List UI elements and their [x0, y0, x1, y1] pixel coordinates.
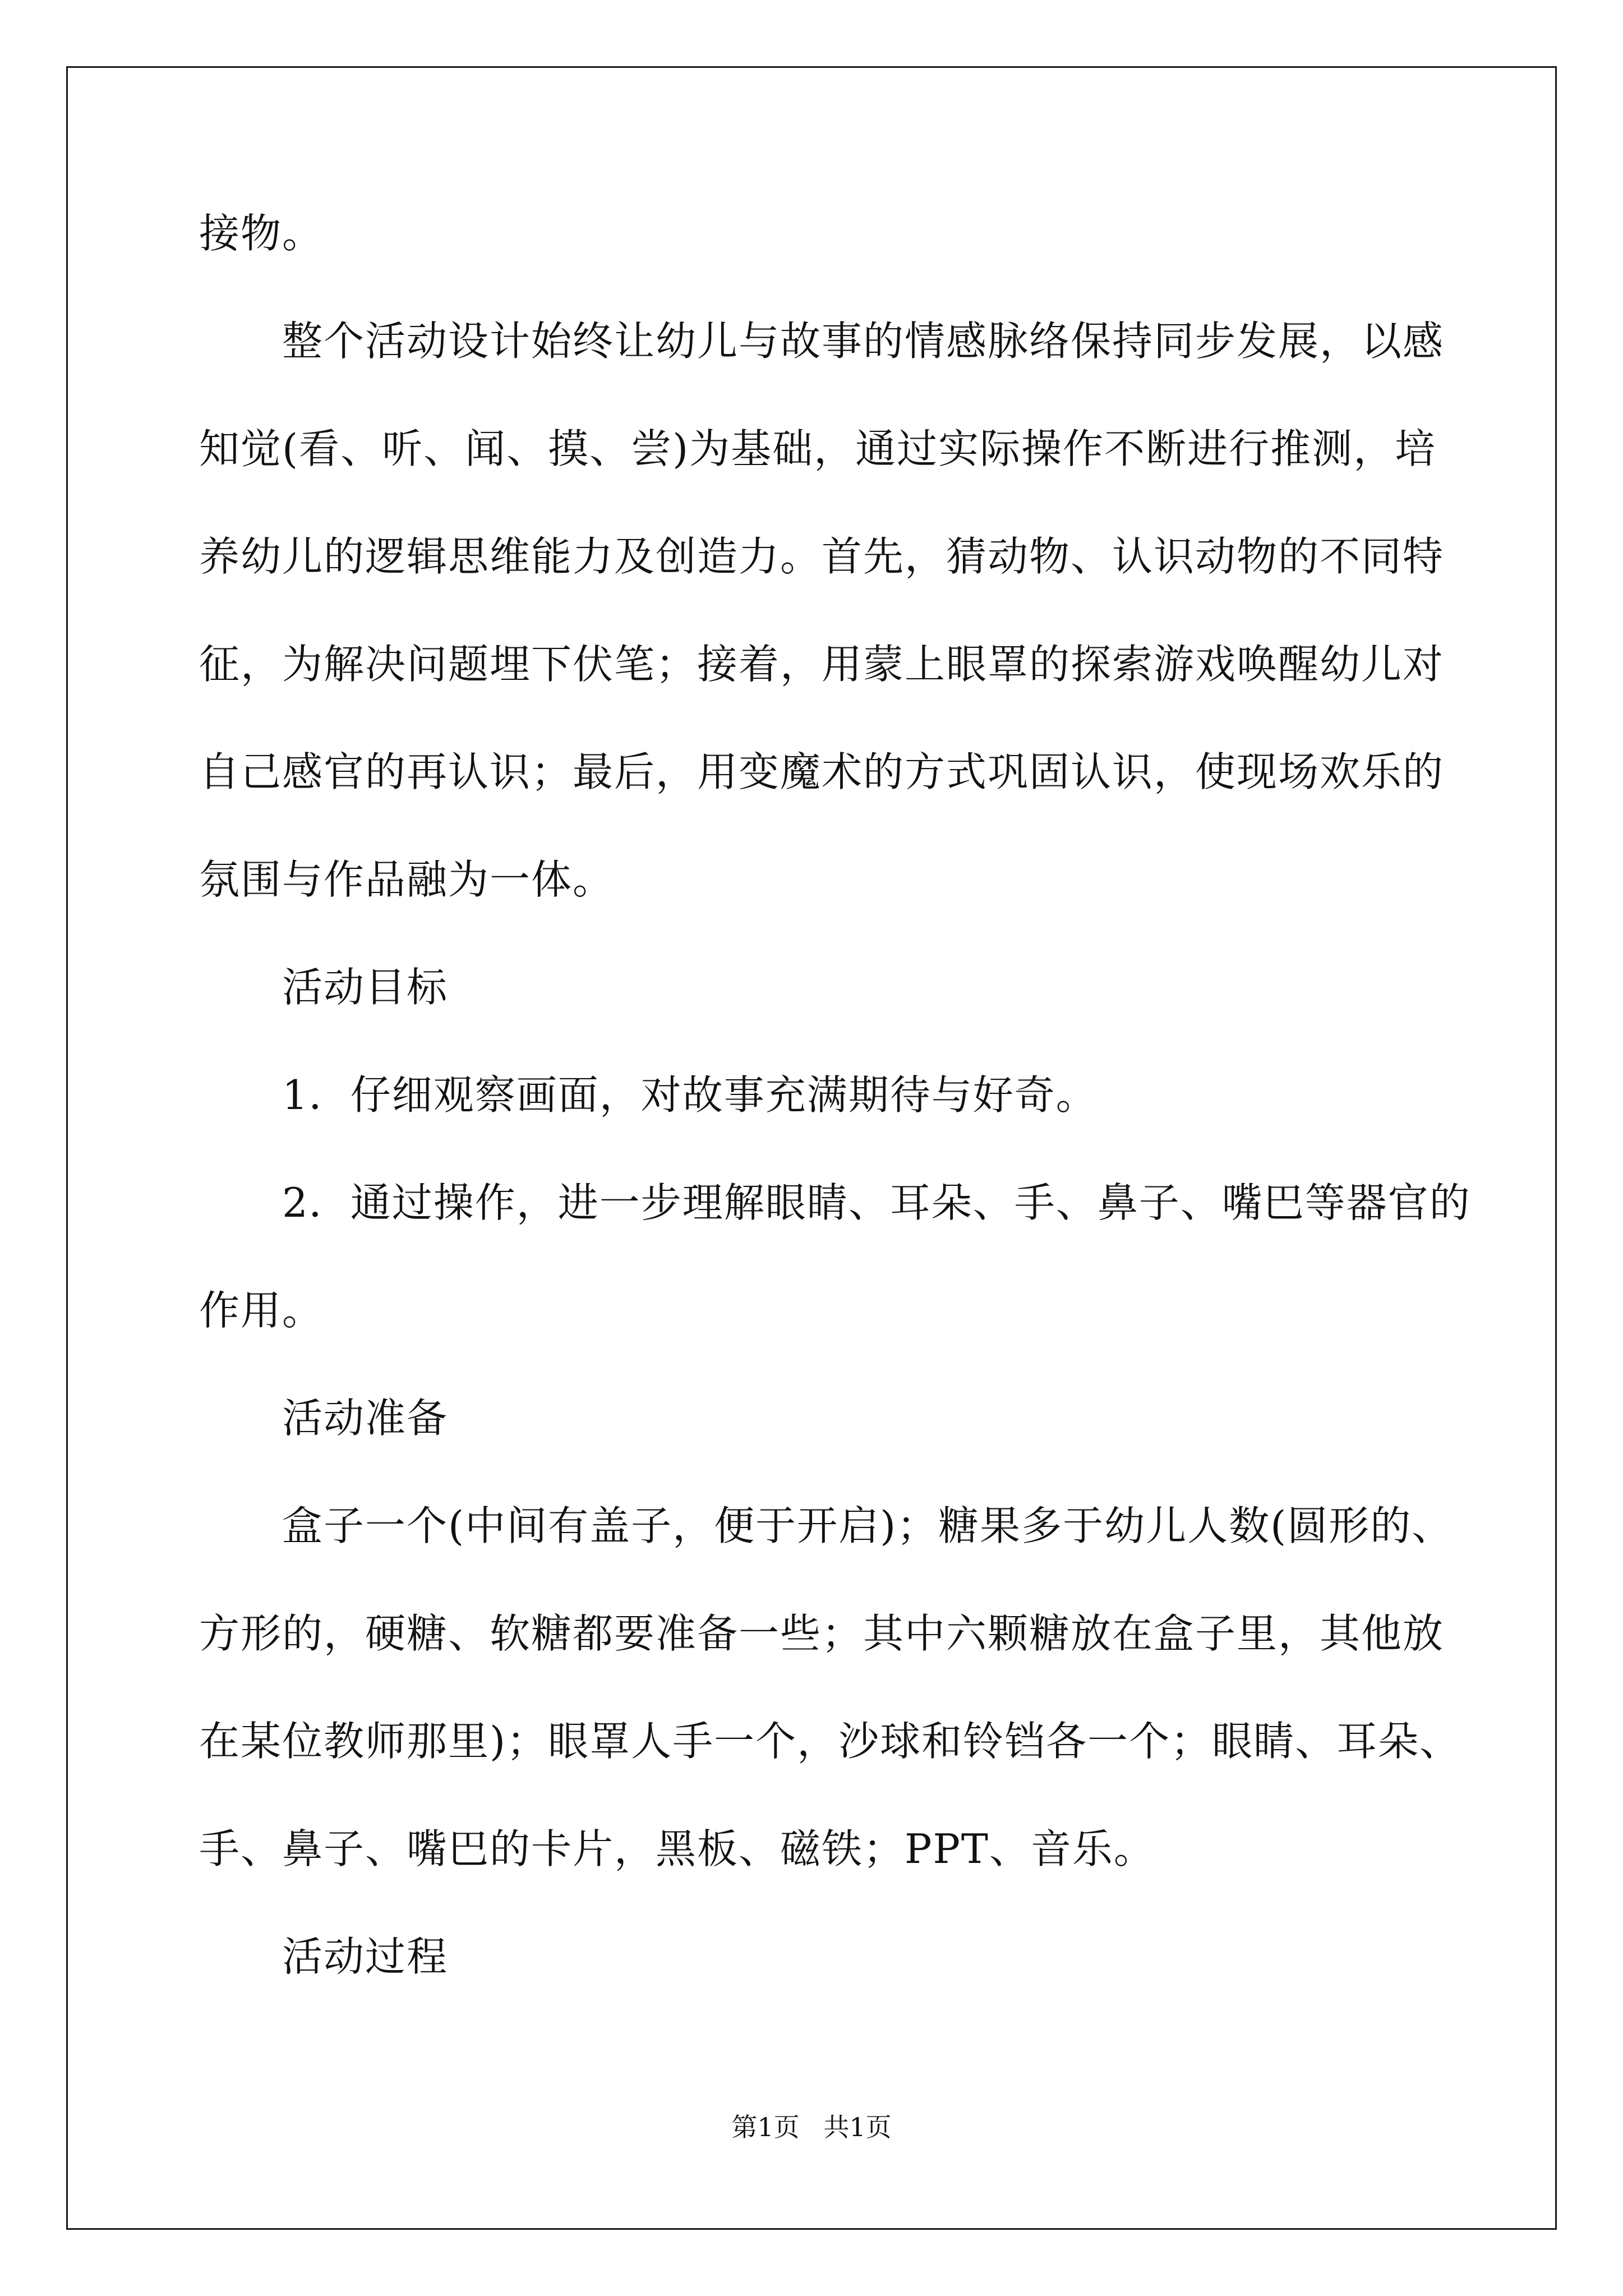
- section-heading: 活动目标: [282, 964, 449, 1011]
- list-item: 1．仔细观察画面，对故事充满期待与好奇。: [282, 1071, 1098, 1119]
- section-heading: 活动准备: [282, 1395, 449, 1442]
- page-number: 第1页: [731, 2112, 800, 2142]
- paragraph-line: 整个活动设计始终让幼儿与故事的情感脉络保持同步发展，以感: [282, 318, 1445, 365]
- paragraph-line: 知觉(看、听、闻、摸、尝)为基础，通过实际操作不断进行推测，培: [199, 425, 1437, 472]
- paragraph-line: 征，为解决问题埋下伏笔；接着，用蒙上眼罩的探索游戏唤醒幼儿对: [199, 641, 1445, 688]
- page-total: 共1页: [823, 2112, 892, 2142]
- paragraph-line: 作用。: [199, 1287, 324, 1334]
- section-heading: 活动过程: [282, 1933, 449, 1980]
- paragraph-line: 在某位教师那里)；眼罩人手一个，沙球和铃铛各一个；眼睛、耳朵、: [199, 1718, 1461, 1765]
- page-border: [66, 66, 1557, 2230]
- list-item: 2．通过操作，进一步理解眼睛、耳朵、手、鼻子、嘴巴等器官的: [282, 1179, 1471, 1226]
- page-footer: [0, 2110, 1623, 2144]
- paragraph-line: 氛围与作品融为一体。: [199, 856, 615, 903]
- paragraph-line: 自己感官的再认识；最后，用变魔术的方式巩固认识，使现场欢乐的: [199, 748, 1445, 795]
- paragraph-line: 接物。: [199, 210, 324, 257]
- paragraph-line: 方形的，硬糖、软糖都要准备一些；其中六颗糖放在盒子里，其他放: [199, 1610, 1445, 1657]
- paragraph-line: 手、鼻子、嘴巴的卡片，黑板、磁铁；PPT、音乐。: [199, 1825, 1155, 1872]
- paragraph-line: 盒子一个(中间有盖子，便于开启)；糖果多于幼儿人数(圆形的、: [282, 1502, 1454, 1549]
- paragraph-line: 养幼儿的逻辑思维能力及创造力。首先，猜动物、认识动物的不同特: [199, 533, 1445, 580]
